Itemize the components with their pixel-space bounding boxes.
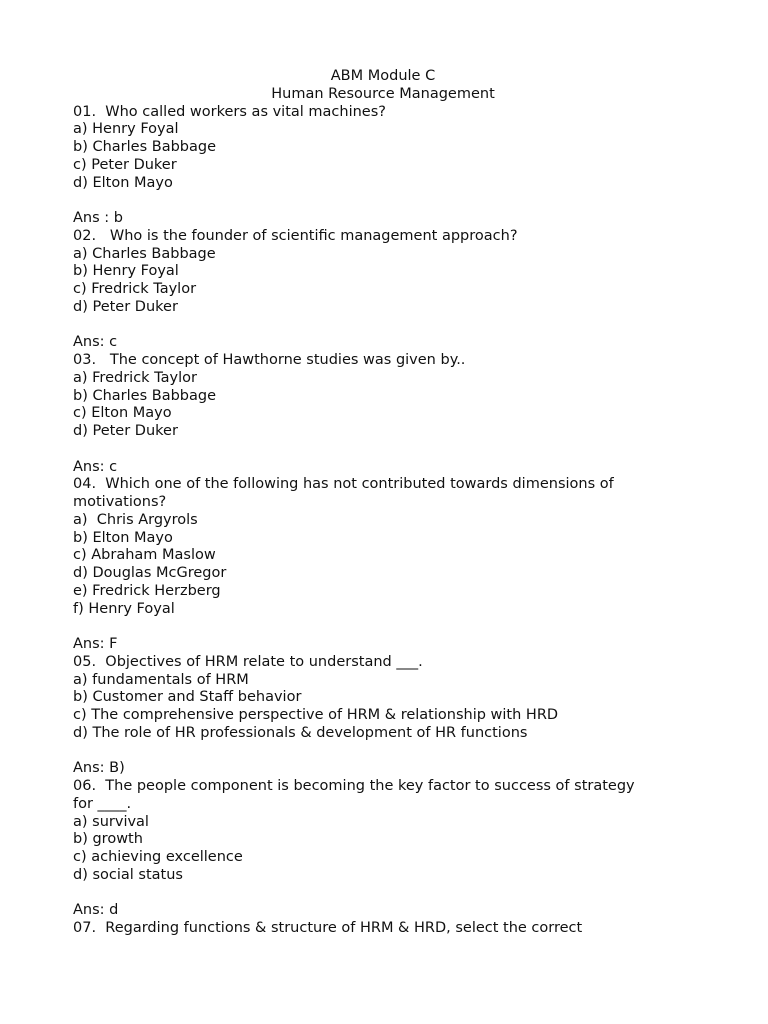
question-text: 06. The people component is becoming the key factor to success of strategy — [73, 778, 635, 794]
spacer — [73, 317, 713, 335]
answer-option: d) Peter Duker — [73, 298, 178, 315]
answer-option: b) Charles Babbage — [73, 387, 216, 404]
answer-option: c) Elton Mayo — [73, 405, 172, 422]
answer-option: b) growth — [73, 831, 143, 848]
document-title: ABM Module C — [330, 68, 436, 84]
answer-key: Ans: d — [73, 902, 119, 919]
answer-key: Ans: B) — [73, 760, 125, 777]
answer-option: c) achieving excellence — [73, 849, 243, 865]
answer-key: Ans: c — [73, 334, 118, 351]
answer-key: Ans: c — [73, 458, 118, 475]
answer-option: d) Elton Mayo — [73, 174, 173, 191]
answer-option: d) The role of HR professionals & development of HR functions — [73, 724, 528, 741]
answer-option: f) Henry Foyal — [73, 600, 175, 617]
question-text: 03. The concept of Hawthorne studies was given by.. — [73, 352, 466, 368]
answer-key: Ans : b — [73, 210, 123, 226]
spacer — [73, 441, 713, 459]
question-text: 05. Objectives of HRM relate to understand ___. — [73, 653, 423, 670]
answer-option: a) Chris Argyrols — [73, 511, 198, 528]
answer-option: b) Charles Babbage — [73, 139, 216, 155]
answer-option: c) Fredrick Taylor — [73, 281, 197, 297]
answer-option: a) survival — [73, 813, 149, 830]
answer-option: d) Peter Duker — [73, 423, 178, 439]
question-text: 07. Regarding functions & structure of HRM & HRD, select the correct — [73, 920, 583, 936]
question-text: 04. Which one of the following has not contributed towards dimensions of — [73, 476, 614, 493]
answer-option: b) Customer and Staff behavior — [73, 689, 302, 706]
question-text-continued: for ____. — [73, 795, 132, 812]
answer-option: d) social status — [73, 866, 183, 883]
answer-option: c) Peter Duker — [73, 156, 177, 173]
answer-option: b) Elton Mayo — [73, 529, 173, 546]
question-text: 01. Who called workers as vital machines? — [73, 103, 386, 120]
answer-option: c) Abraham Maslow — [73, 547, 216, 564]
answer-option: e) Fredrick Herzberg — [73, 582, 221, 599]
document-page — [73, 68, 713, 938]
answer-option: b) Henry Foyal — [73, 263, 179, 280]
answer-option: a) fundamentals of HRM — [73, 671, 249, 688]
spacer — [73, 618, 713, 636]
answer-option: c) The comprehensive perspective of HRM & relationship with HRD — [73, 707, 559, 723]
answer-option: a) Fredrick Taylor — [73, 369, 197, 386]
answer-option: a) Charles Babbage — [73, 245, 216, 262]
answer-option: d) Douglas McGregor — [73, 565, 227, 581]
question-text: 02. Who is the founder of scientific management approach? — [73, 227, 518, 244]
answer-option: a) Henry Foyal — [73, 121, 179, 138]
document-subtitle: Human Resource Management — [271, 85, 495, 102]
spacer — [73, 192, 713, 210]
answer-key: Ans: F — [73, 636, 118, 652]
spacer — [73, 743, 713, 761]
spacer — [73, 885, 713, 903]
question-text-continued: motivations? — [73, 494, 167, 510]
